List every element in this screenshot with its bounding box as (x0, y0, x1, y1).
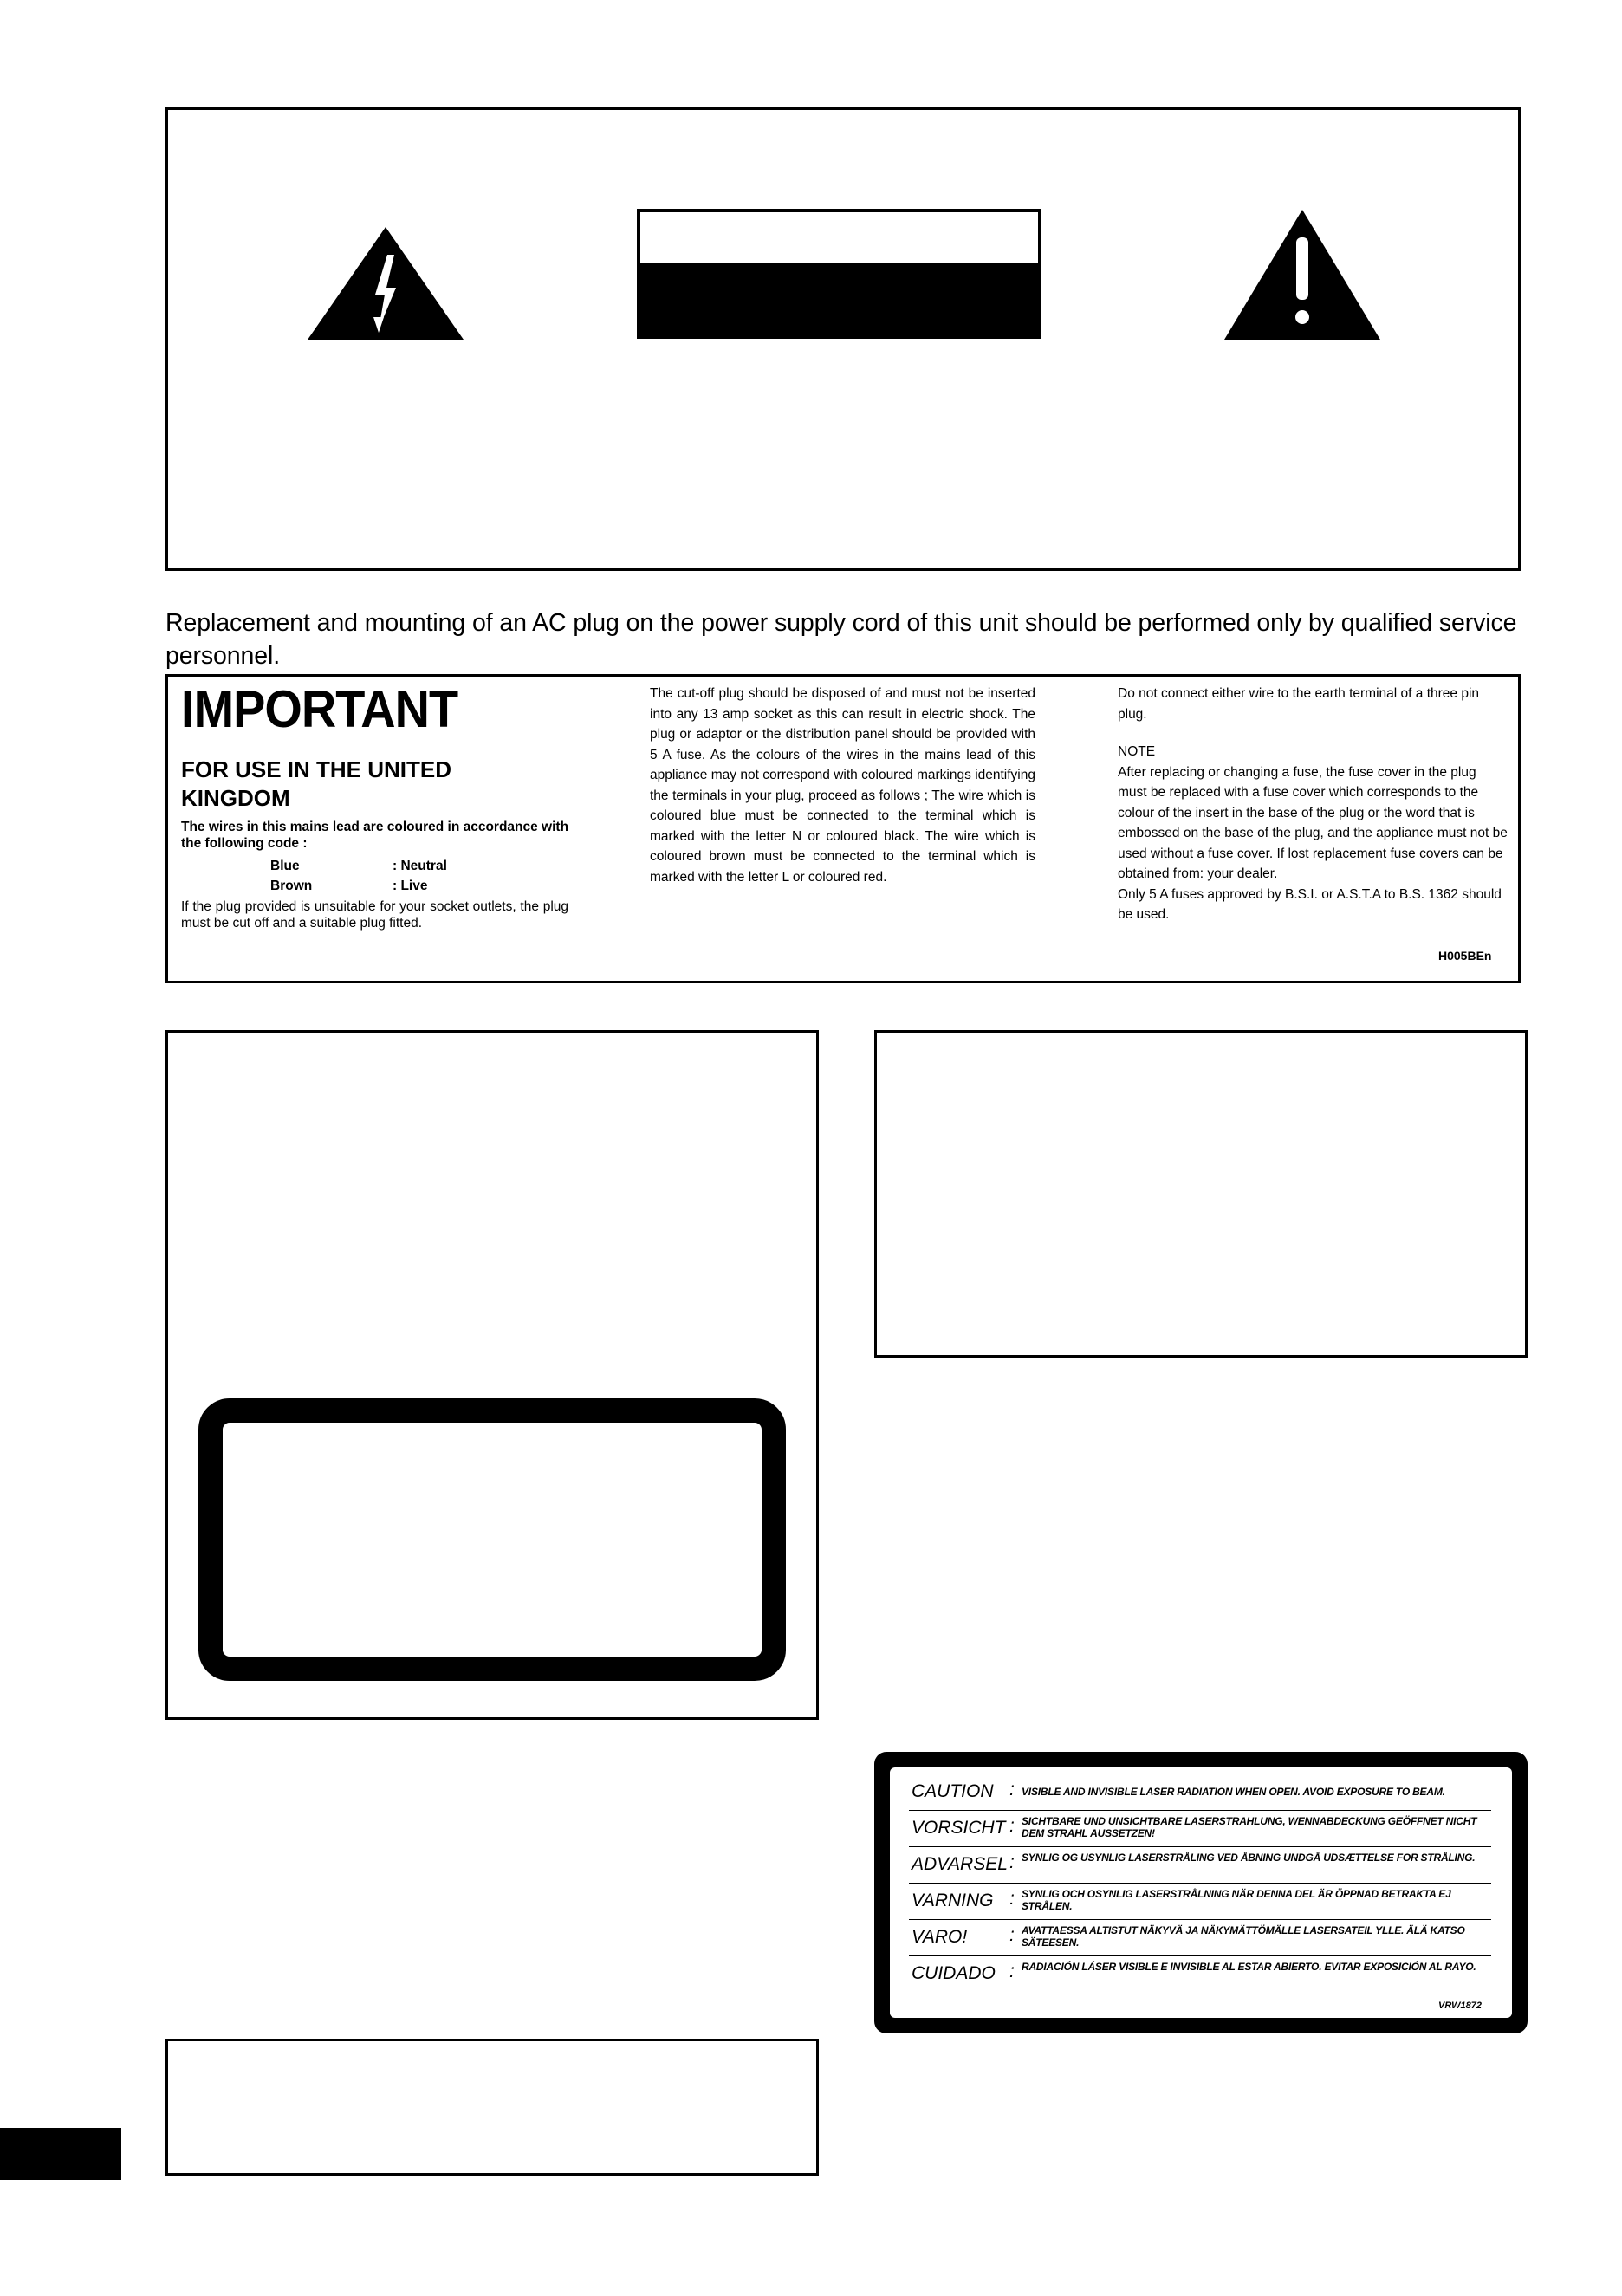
wire-colour: Brown (270, 879, 313, 893)
lightning-triangle-icon (308, 227, 464, 340)
caution-label-black-band (640, 263, 1038, 335)
caution-colon: : (1009, 1925, 1015, 1945)
caution-colon: : (1009, 1889, 1015, 1909)
caution-label-block (637, 209, 1041, 339)
caution-language: ADVARSEL (912, 1854, 1008, 1874)
wire-code-row (270, 858, 447, 874)
caution-message: VISIBLE AND INVISIBLE LASER RADIATION WHEN OPEN. AVOID EXPOSURE TO BEAM. (1022, 1786, 1445, 1798)
earth-terminal-text: Do not connect either wire to the earth terminal of a three pin plug. (1118, 686, 1480, 722)
caution-message: SYNLIG OCH OSYNLIG LASERSTRÅLNING NÄR DENNA DEL ÄR ÖPPNAD BETRAKTA EJ STRÅLEN. (1022, 1888, 1451, 1912)
right-info-box (874, 1030, 1528, 1358)
wire-colour: Blue (270, 859, 300, 873)
important-subtitle: FOR USE IN THE UNITED KINGDOM (181, 756, 452, 811)
caution-message: RADIACIÓN LÁSER VISIBLE E INVISIBLE AL ESTAR ABIERTO. EVITAR EXPOSICIÓN AL RAYO. (1022, 1961, 1476, 1973)
caution-row (909, 1884, 1491, 1920)
rounded-label-frame (198, 1398, 786, 1681)
caution-row (909, 1956, 1491, 1993)
caution-message: SICHTBARE UND UNSICHTBARE LASERSTRAHLUNG, WENNABDECKUNG GEÖFFNET NICHT DEM STRAHL AUSSETZEN! (1022, 1815, 1477, 1839)
caution-colon: : (1009, 1816, 1015, 1836)
note-heading: NOTE (1118, 744, 1156, 759)
caution-message: SYNLIG OG USYNLIG LASERSTRÅLING VED ÅBNING UNDGÅ UDSÆTTELSE FOR STRÅLING. (1022, 1852, 1476, 1864)
bottom-info-box (165, 2039, 819, 2176)
caution-language: VARO! (912, 1927, 968, 1947)
caution-colon: : (1009, 1780, 1015, 1800)
caution-colon: : (1009, 1852, 1015, 1872)
caution-colon: : (1009, 1962, 1015, 1981)
wire-meaning: : Live (393, 879, 428, 893)
note-text: After replacing or changing a fuse, the fuse cover in the plug must be replaced with a fuse cover which corresponds to the colour of the insert in the base of the plug or the word that is embossed on the base of the plug, and the appliance must not be used without a fuse cover. If lost replacement fuse covers can be obtained from: your dealer. (1118, 764, 1508, 881)
caution-language: VARNING (912, 1891, 994, 1910)
page-number-tab (0, 2128, 121, 2180)
caution-message: AVATTAESSA ALTISTUT NÄKYVÄ JA NÄKYMÄTTÖMÄLLE LASERSATEIL YLLE. ÄLÄ KATSO SÄTEESEN. (1022, 1924, 1465, 1949)
caution-language: VORSICHT (912, 1818, 1006, 1838)
cut-off-plug-text: The cut-off plug should be disposed of and must not be inserted into any 13 amp socket as this can result in electric shock. The plug or adaptor or the distribution panel should be provided with 5 A fuse. As the colours of the wires in the mains lead of this appliance may not correspond with coloured markings identifying the terminals in your plug, proceed as follows ; The wire which is coloured blue must be connected to the terminal which is marked with the letter N or coloured black. The wire which is coloured brown must be connected to the terminal which is marked with the letter L or coloured red. (650, 686, 1035, 885)
exclamation-triangle-icon (1224, 210, 1380, 340)
caution-row (909, 1774, 1491, 1811)
caution-language: CUIDADO (912, 1963, 996, 1983)
important-code: H005BEn (1438, 949, 1492, 963)
caution-row (909, 1847, 1491, 1884)
caution-row (909, 1920, 1491, 1956)
fuse-note: Only 5 A fuses approved by B.S.I. or A.S.T.A to B.S. 1362 should be used. (1118, 886, 1502, 922)
caution-row (909, 1811, 1491, 1847)
caution-label-code: VRW1872 (1438, 2001, 1482, 2011)
replacement-notice: Replacement and mounting of an AC plug on the power supply cord of this unit should be performed only by qualified service personnel. (165, 609, 1517, 670)
wire-meaning: : Neutral (393, 859, 447, 873)
plug-unsuitable-text: If the plug provided is unsuitable for your socket outlets, the plug must be cut off and a suitable plug fitted. (181, 899, 568, 931)
caution-language: CAUTION (912, 1781, 994, 1801)
wire-code-row (270, 878, 427, 894)
wires-intro: The wires in this mains lead are coloured in accordance with the following code : (181, 820, 569, 851)
note-column (1118, 684, 1508, 925)
important-title: IMPORTANT (181, 680, 458, 738)
